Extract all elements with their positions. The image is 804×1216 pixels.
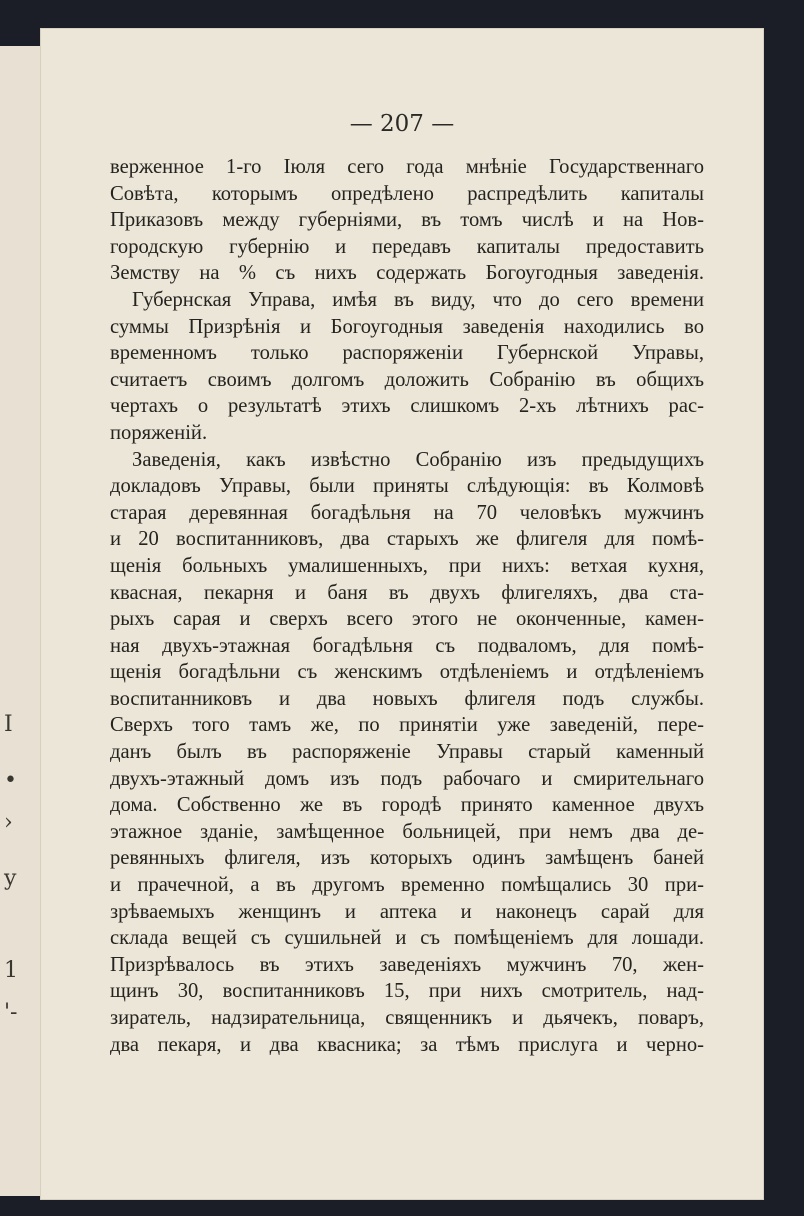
page-number: — 207 — [349, 111, 455, 137]
text-line: воспитанниковъ и два новыхъ флигеля подъ службы. [110, 687, 704, 710]
text-line: ревянныхъ флигеля, изъ которыхъ одинъ замѣщенъ баней [110, 847, 704, 870]
text-line: дома. Собственно же въ городѣ принято каменное двухъ [110, 794, 704, 817]
text-line: щинъ 30, воспитанниковъ 15, при нихъ смотритель, над- [110, 980, 704, 1003]
text-line: этажное зданіе, замѣщенное больницей, при немъ два де- [110, 820, 704, 843]
text-line: склада вещей съ сушильней и съ помѣщеніемъ для лошади. [110, 927, 704, 950]
text-line: докладовъ Управы, были приняты слѣдующія: въ Колмовѣ [110, 475, 704, 498]
text-line: суммы Призрѣнія и Богоугодныя заведенія находились во [110, 315, 704, 338]
text-line: Совѣта, которымъ опредѣлено распредѣлить капиталы [110, 182, 704, 205]
previous-page-text-fragment: • [4, 768, 17, 793]
text-line: старая деревянная богадѣльня на 70 человѣкъ мужчинъ [110, 501, 704, 524]
text-line: верженное 1-го Іюля сего года мнѣніе Государственнаго [110, 156, 704, 178]
text-line: Сверхъ того тамъ же, по принятіи уже заведеній, пере- [110, 714, 704, 737]
text-line: Призрѣвалось въ этихъ заведеніяхъ мужчинъ 70, жен- [110, 953, 704, 976]
text-line: временномъ только распоряженіи Губернской Управы, [110, 342, 704, 365]
text-line: и 20 воспитанниковъ, два старыхъ же флигеля для помѣ- [110, 528, 704, 551]
previous-page-text-fragment: I [4, 712, 13, 737]
text-line: Приказовъ между губерніями, въ томъ числѣ и на Нов- [110, 209, 704, 232]
text-line: двухъ-этажный домъ изъ подъ рабочаго и смирительнаго [110, 767, 704, 790]
previous-page-text-fragment: › [4, 810, 13, 835]
text-line: щенія богадѣльни съ женскимъ отдѣленіемъ и отдѣленіемъ [110, 661, 704, 684]
text-line: и прачечной, а въ другомъ временно помѣщались 30 при- [110, 874, 704, 897]
text-line: Земству на % съ нихъ содержать Богоугодныя заведенія. [110, 262, 704, 285]
text-line: данъ былъ въ распоряженіе Управы старый каменный [110, 741, 704, 764]
previous-page-text-fragment: y [4, 866, 17, 891]
text-line: зиратель, надзирательница, священникъ и дьячекъ, поваръ, [110, 1007, 704, 1029]
text-line: Заведенія, какъ извѣстно Собранію изъ предыдущихъ [132, 448, 704, 471]
text-line: квасная, пекарня и баня въ двухъ флигеляхъ, два ста- [110, 581, 704, 604]
book-page [40, 28, 764, 1200]
previous-page-text-fragment: '- [4, 1000, 18, 1025]
text-line: рыхъ сарая и сверхъ всего этого не оконченные, камен- [110, 608, 704, 631]
text-line: щенія больныхъ умалишенныхъ, при нихъ: ветхая кухня, [110, 554, 704, 577]
text-line: ная двухъ-этажная богадѣльня съ подваломъ, для помѣ- [110, 634, 704, 657]
text-line: городскую губернію и передавъ капиталы предоставить [110, 235, 704, 258]
text-line: считаетъ своимъ долгомъ доложить Собранію въ общихъ [110, 368, 704, 391]
previous-page-text-fragment: 1 [4, 958, 18, 983]
text-line: Губернская Управа, имѣя въ виду, что до сего времени [132, 288, 704, 311]
body-text [110, 154, 704, 1058]
text-line: чертахъ о результатѣ этихъ слишкомъ 2-хъ лѣтнихъ рас- [110, 395, 704, 418]
text-line: зрѣваемыхъ женщинъ и аптека и наконецъ сарай для [110, 900, 704, 923]
text-line: два пекаря, и два квасника; за тѣмъ прислуга и черно- [110, 1033, 704, 1056]
text-line: поряженій. [110, 421, 208, 444]
